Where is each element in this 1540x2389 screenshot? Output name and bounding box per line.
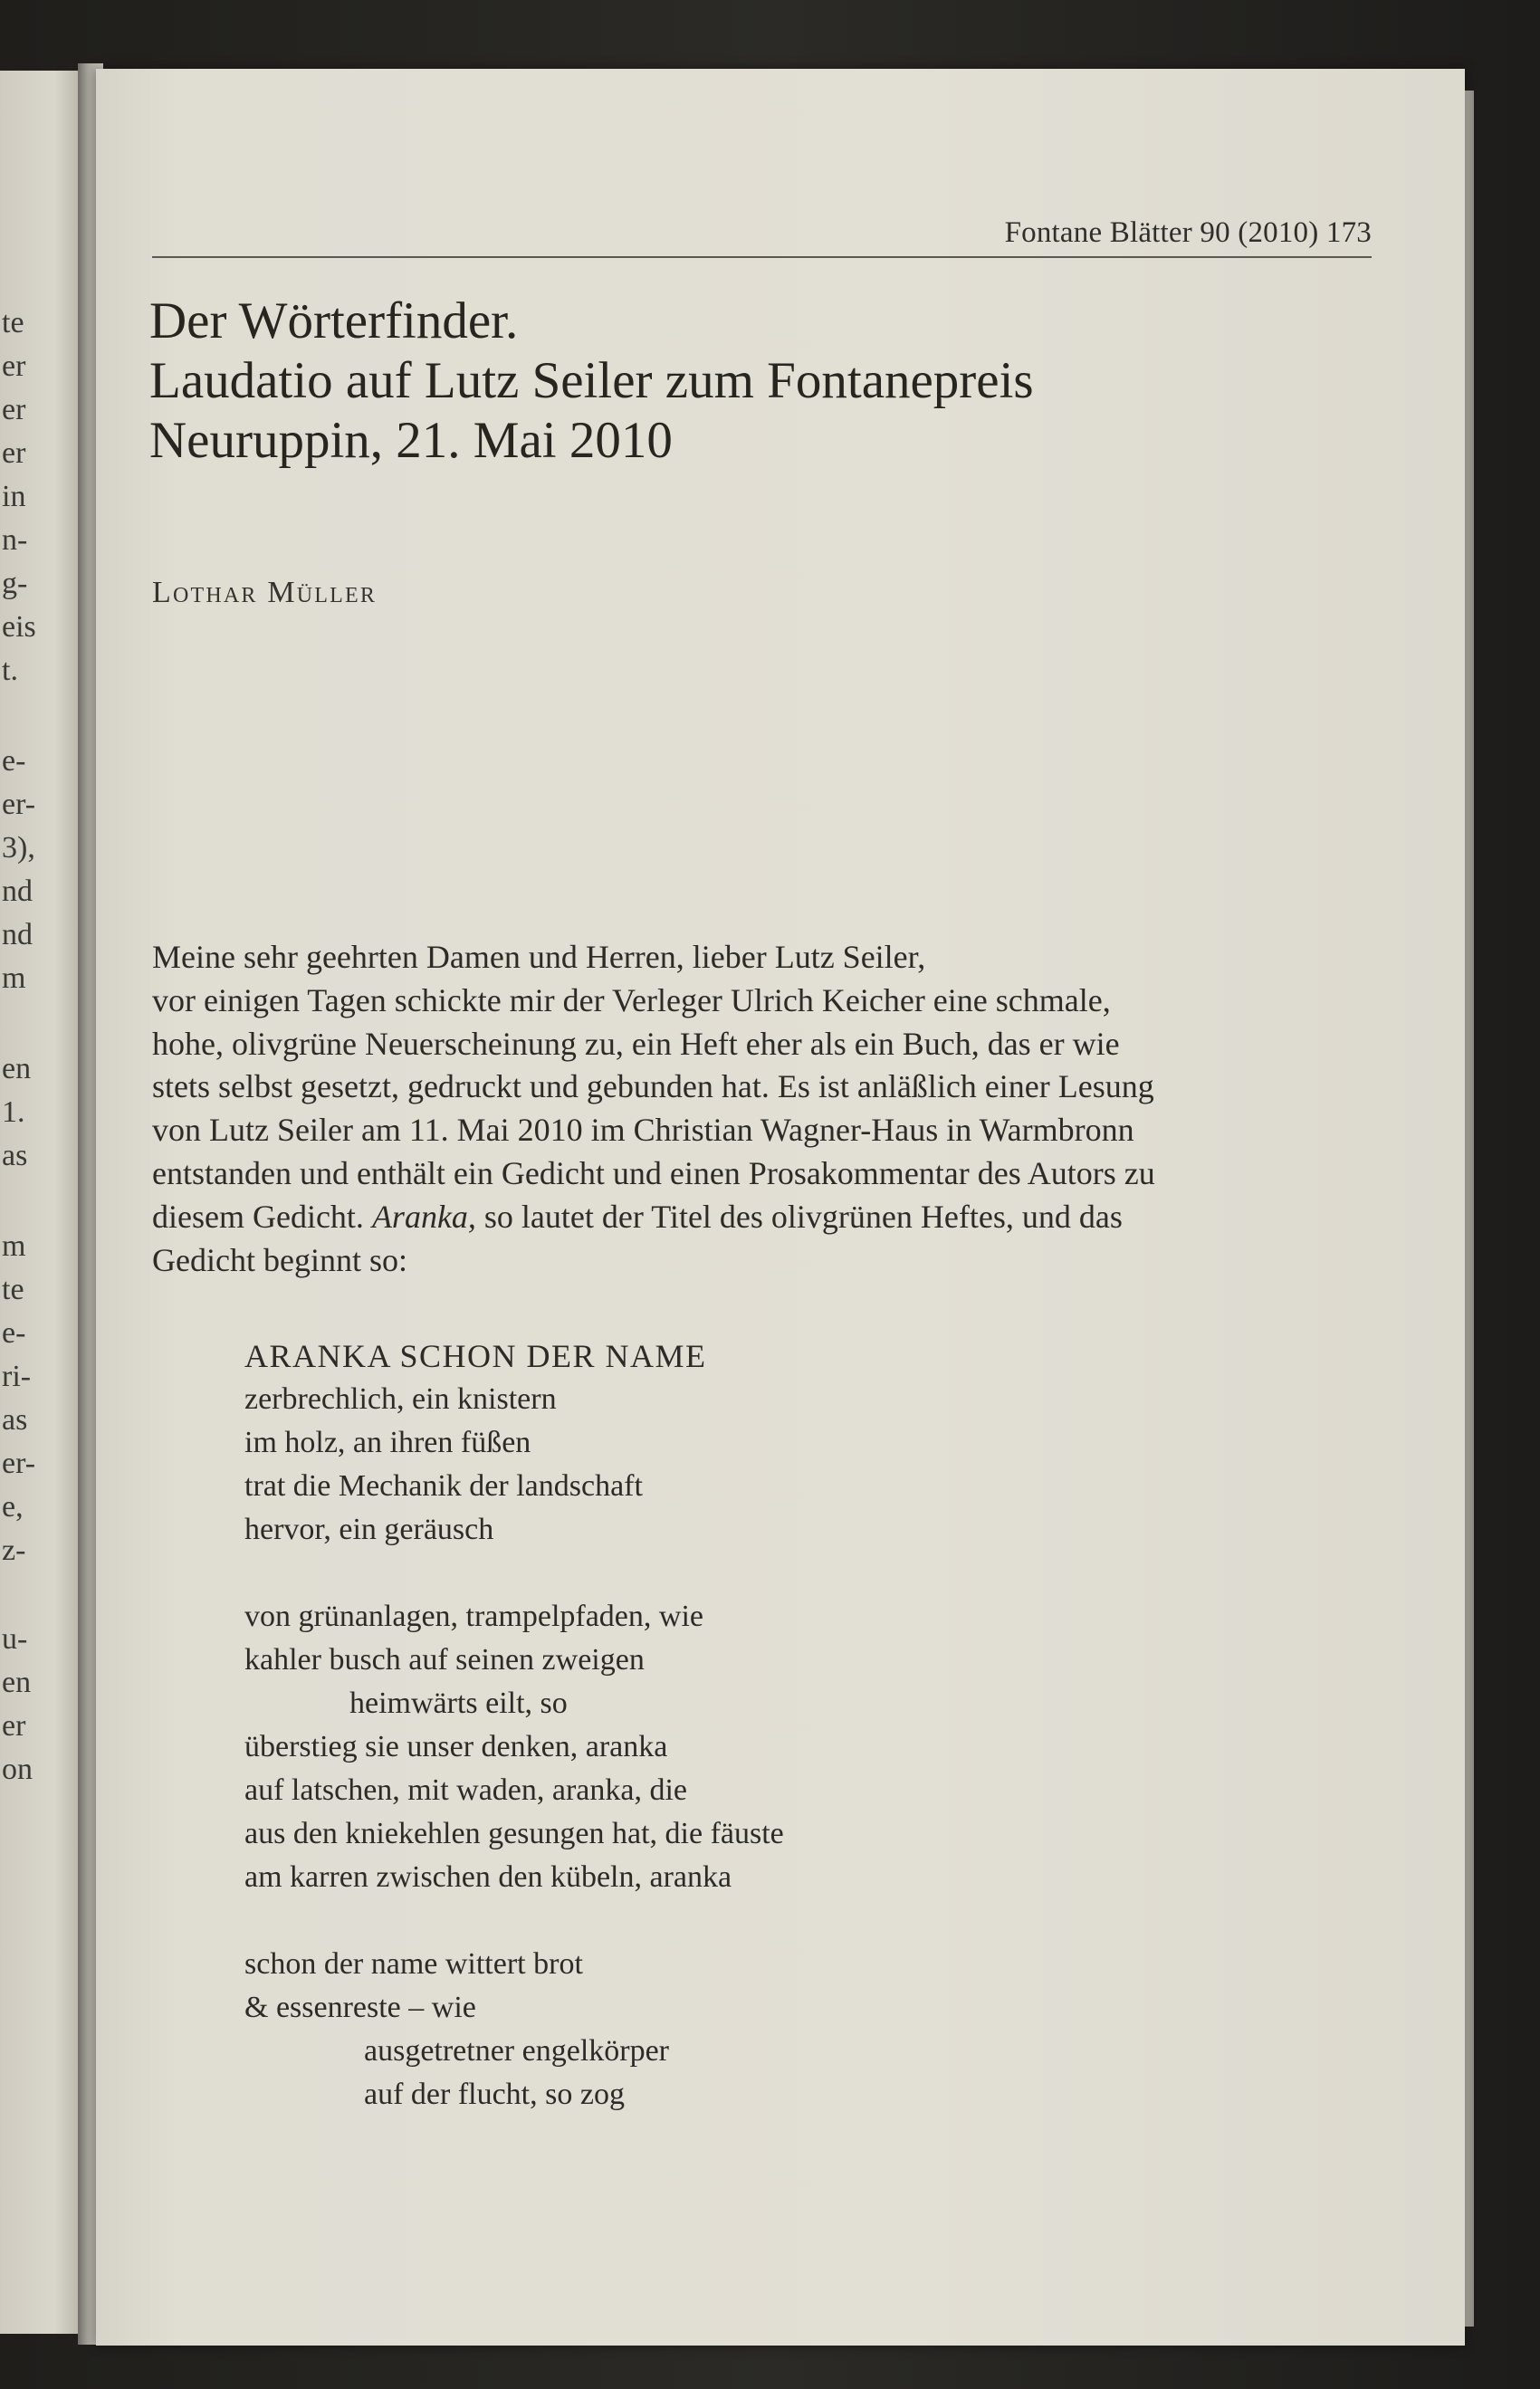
poem-line: kahler busch auf seinen zweigen — [244, 1643, 645, 1677]
poem-title-italic: Aranka, — [371, 1198, 476, 1235]
left-page-edge — [0, 71, 78, 2334]
body-line: entstanden und enthält ein Gedicht und einen Prosakommentar des Autors zu — [152, 1154, 1155, 1191]
left-fragment: er- — [2, 788, 36, 821]
author-name: Lothar Müller — [152, 576, 378, 609]
left-fragment: ri- — [2, 1360, 32, 1393]
body-line: vor einigen Tagen schickte mir der Verleger Ulrich Keicher eine schmale, — [152, 981, 1111, 1018]
body-paragraph — [152, 936, 1378, 1282]
poem-line: überstieg sie unser denken, aranka — [244, 1730, 668, 1763]
left-fragment: m — [2, 1229, 26, 1263]
left-fragment: eis — [2, 610, 36, 644]
left-fragment: t. — [2, 654, 18, 687]
page-header — [152, 216, 1372, 258]
body-line: Meine sehr geehrten Damen und Herren, lieber Lutz Seiler, — [152, 939, 926, 975]
left-fragment: g- — [2, 567, 28, 600]
poem-line: & essenreste – wie — [244, 1991, 476, 2024]
left-fragment: er — [2, 436, 26, 470]
poem-line: am karren zwischen den kübeln, aranka — [244, 1860, 732, 1894]
body-text-run: diesem Gedicht. — [152, 1198, 372, 1235]
poem-line: schon der name wittert brot — [244, 1947, 583, 1981]
left-fragment: en — [2, 1052, 32, 1085]
title-line: Neuruppin, 21. Mai 2010 — [149, 412, 673, 469]
body-line: hohe, olivgrüne Neuerscheinung zu, ein Heft eher als ein Buch, das er wie — [152, 1025, 1120, 1062]
body-line — [152, 1196, 1378, 1239]
left-fragment: z- — [2, 1534, 26, 1567]
body-text-run: so lautet der Titel des olivgrünen Heftes, und das — [475, 1198, 1123, 1235]
poem-title: ARANKA SCHON DER NAME — [244, 1338, 707, 1374]
poem-line: zerbrechlich, ein knistern — [244, 1382, 557, 1416]
poem-line: von grünanlagen, trampelpfaden, wie — [244, 1600, 703, 1633]
body-line: von Lutz Seiler am 11. Mai 2010 im Christian Wagner-Haus in Warmbronn — [152, 1112, 1134, 1149]
left-fragment: 3), — [2, 831, 35, 865]
left-fragment: er — [2, 393, 26, 426]
page-stack-edge — [1465, 91, 1474, 2327]
left-fragment: er- — [2, 1447, 36, 1480]
poem-line: trat die Mechanik der landschaft — [244, 1469, 643, 1503]
left-fragment: in — [2, 480, 26, 513]
body-line: Gedicht beginnt so: — [152, 1241, 407, 1278]
poem-line: auf latschen, mit waden, aranka, die — [244, 1773, 688, 1807]
poem-line: aus den kniekehlen gesungen hat, die fäuste — [244, 1817, 784, 1850]
left-fragment: m — [2, 961, 26, 995]
article-title — [149, 291, 1034, 471]
left-fragment: e- — [2, 1316, 26, 1350]
stanza-break — [244, 1899, 784, 1943]
poem-line-indented: ausgetretner engelkörper — [364, 2034, 669, 2068]
left-fragment: nd — [2, 918, 33, 951]
left-fragment: e, — [2, 1490, 24, 1524]
left-fragment: u- — [2, 1622, 28, 1656]
title-line: Der Wörterfinder. — [149, 292, 519, 349]
left-fragment: te — [2, 1273, 24, 1306]
left-fragment: on — [2, 1753, 33, 1786]
left-fragment: er — [2, 349, 26, 383]
left-fragment: n- — [2, 523, 28, 557]
running-head: Fontane Blätter 90 (2010) 173 — [1004, 216, 1372, 249]
stanza-break — [244, 1552, 784, 1595]
left-fragment: 1. — [2, 1095, 25, 1129]
left-fragment: en — [2, 1666, 32, 1699]
left-fragment: te — [2, 306, 24, 339]
book-page — [96, 69, 1465, 2346]
poem-line: hervor, ein geräusch — [244, 1513, 494, 1546]
poem-line: im holz, an ihren füßen — [244, 1426, 531, 1459]
title-line: Laudatio auf Lutz Seiler zum Fontanepreis — [149, 352, 1034, 409]
left-fragment: as — [2, 1139, 28, 1172]
poem-block — [244, 1334, 784, 2117]
poem-line-indented: auf der flucht, so zog — [364, 2078, 625, 2111]
left-fragment: as — [2, 1403, 28, 1437]
left-fragment: nd — [2, 874, 33, 908]
left-fragment: e- — [2, 744, 26, 778]
poem-line-indented: heimwärts eilt, so — [349, 1687, 568, 1720]
left-fragment: er — [2, 1709, 26, 1743]
body-line: stets selbst gesetzt, gedruckt und gebunden hat. Es ist anläßlich einer Lesung — [152, 1068, 1154, 1105]
